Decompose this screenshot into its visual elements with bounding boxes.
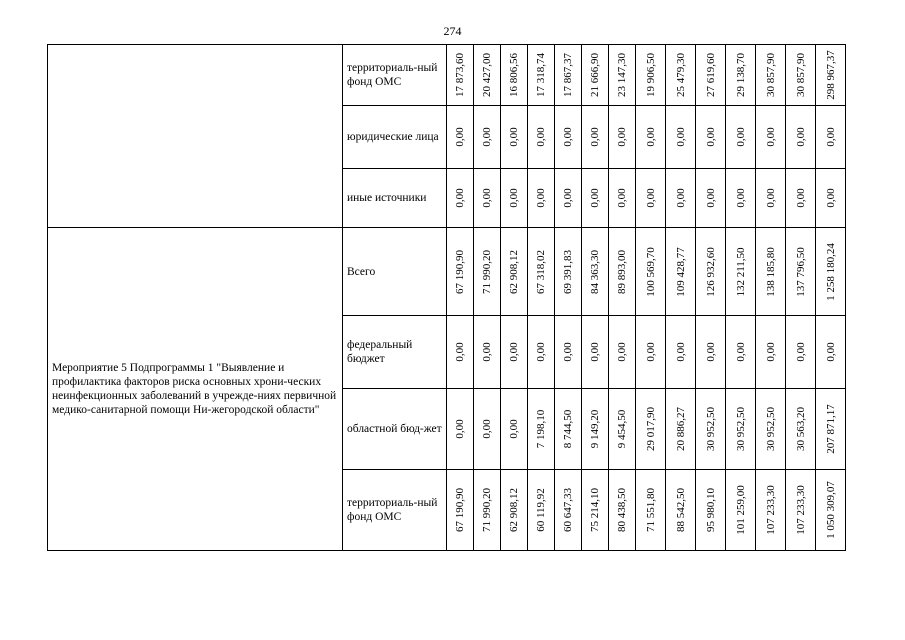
value-text: 30 952,50 (704, 407, 717, 451)
value-text: 16 806,56 (508, 53, 520, 97)
value-text: 30 563,20 (794, 407, 807, 451)
value-cell (447, 106, 474, 169)
value-cell (609, 45, 636, 106)
value-cell (474, 470, 501, 551)
value-text: 67 190,90 (454, 488, 466, 532)
value-text: 0,00 (704, 342, 717, 362)
value-text: 0,00 (734, 127, 747, 147)
value-cell (816, 389, 846, 470)
value-cell (474, 106, 501, 169)
value-cell (756, 106, 786, 169)
value-cell (501, 169, 528, 228)
value-cell (756, 389, 786, 470)
value-cell (816, 169, 846, 228)
value-text: 27 619,60 (704, 53, 717, 97)
value-cell (555, 106, 582, 169)
value-text: 8 744,50 (562, 409, 574, 449)
value-cell (756, 316, 786, 389)
value-cell (555, 169, 582, 228)
value-text: 25 479,30 (674, 53, 687, 97)
value-cell (816, 228, 846, 316)
value-cell (816, 106, 846, 169)
value-text: 0,00 (508, 127, 520, 147)
value-cell (474, 228, 501, 316)
value-text: 0,00 (454, 419, 466, 439)
value-cell (528, 470, 555, 551)
value-text: 0,00 (535, 342, 547, 362)
value-cell (609, 470, 636, 551)
value-cell (474, 45, 501, 106)
value-cell (786, 228, 816, 316)
value-cell (447, 228, 474, 316)
funding-source-label: федеральный бюджет (343, 316, 447, 389)
value-text: 207 871,17 (824, 404, 837, 454)
table-row (48, 45, 846, 106)
value-cell (666, 470, 696, 551)
value-cell (501, 470, 528, 551)
value-cell (474, 169, 501, 228)
value-cell (582, 169, 609, 228)
value-text: 30 857,90 (794, 53, 807, 97)
value-text: 20 427,00 (481, 53, 493, 97)
value-cell (726, 169, 756, 228)
budget-table (47, 44, 846, 551)
funding-source-label: областной бюд-жет (343, 389, 447, 470)
value-cell (666, 316, 696, 389)
value-text: 0,00 (589, 342, 601, 362)
value-cell (696, 169, 726, 228)
value-cell (816, 45, 846, 106)
value-text: 0,00 (481, 419, 493, 439)
value-text: 126 932,60 (704, 246, 717, 297)
value-text: 88 542,50 (674, 488, 687, 532)
funding-source-label: Всего (343, 228, 447, 316)
value-cell (636, 169, 666, 228)
value-text: 60 647,33 (562, 488, 574, 532)
value-text: 30 952,50 (734, 407, 747, 451)
value-text: 19 906,50 (644, 53, 657, 97)
value-cell (636, 106, 666, 169)
value-cell (447, 470, 474, 551)
value-text: 0,00 (704, 188, 717, 208)
value-cell (786, 45, 816, 106)
value-cell (555, 316, 582, 389)
value-text: 0,00 (454, 188, 466, 208)
value-text: 107 233,30 (764, 485, 777, 535)
value-text: 0,00 (616, 188, 628, 208)
funding-source-label: территориаль-ный фонд ОМС (343, 470, 447, 551)
value-text: 0,00 (824, 188, 837, 208)
value-cell (555, 389, 582, 470)
value-text: 9 149,20 (589, 409, 601, 449)
value-text: 17 318,74 (535, 53, 547, 97)
value-text: 71 551,80 (644, 488, 657, 532)
value-cell (666, 389, 696, 470)
value-text: 0,00 (454, 342, 466, 362)
value-text: 71 990,20 (481, 249, 493, 294)
value-cell (786, 470, 816, 551)
value-cell (582, 389, 609, 470)
value-text: 0,00 (616, 127, 628, 147)
value-cell (636, 389, 666, 470)
value-text: 0,00 (454, 127, 466, 147)
value-text: 23 147,30 (616, 53, 628, 97)
page-number: 274 (443, 24, 462, 38)
value-cell (816, 470, 846, 551)
value-cell (726, 470, 756, 551)
event-name-cell (48, 45, 343, 228)
value-text: 69 391,83 (562, 249, 574, 294)
value-cell (528, 169, 555, 228)
value-cell (582, 316, 609, 389)
value-cell (582, 470, 609, 551)
value-text: 67 190,90 (454, 249, 466, 294)
value-text: 0,00 (589, 127, 601, 147)
value-text: 0,00 (562, 127, 574, 147)
value-cell (555, 470, 582, 551)
value-text: 0,00 (764, 188, 777, 208)
value-cell (528, 389, 555, 470)
event-name-cell: Мероприятие 5 Подпрограммы 1 "Выявление и профилактика факторов риска основных хрони-ческих неинфекционных заболеваний в учрежде-ниях первичной медико-санитарной помощи Ни-жегородской области" (48, 228, 343, 551)
value-cell (636, 45, 666, 106)
value-text: 29 017,90 (644, 407, 657, 451)
value-cell (726, 389, 756, 470)
value-text: 0,00 (734, 188, 747, 208)
value-cell (636, 316, 666, 389)
value-text: 0,00 (535, 188, 547, 208)
value-cell (501, 316, 528, 389)
value-cell (609, 106, 636, 169)
value-cell (636, 470, 666, 551)
value-text: 84 363,30 (589, 249, 601, 294)
value-text: 0,00 (644, 127, 657, 147)
value-text: 7 198,10 (535, 409, 547, 449)
value-text: 0,00 (674, 188, 687, 208)
value-cell (609, 228, 636, 316)
value-cell (696, 470, 726, 551)
value-cell (786, 106, 816, 169)
value-text: 0,00 (481, 127, 493, 147)
value-cell (786, 169, 816, 228)
value-text: 1 050 309,07 (824, 481, 837, 539)
value-cell (609, 316, 636, 389)
value-text: 0,00 (562, 188, 574, 208)
value-cell (696, 106, 726, 169)
value-text: 298 967,37 (824, 50, 837, 100)
value-cell (582, 106, 609, 169)
funding-source-label: территориаль-ный фонд ОМС (343, 45, 447, 106)
value-text: 60 119,92 (535, 488, 547, 532)
value-text: 30 857,90 (764, 53, 777, 97)
value-cell (756, 228, 786, 316)
value-cell (447, 45, 474, 106)
value-cell (555, 45, 582, 106)
value-text: 20 886,27 (674, 407, 687, 451)
value-cell (528, 106, 555, 169)
funding-source-label: юридические лица (343, 106, 447, 169)
value-cell (786, 316, 816, 389)
value-text: 1 258 180,24 (824, 242, 837, 301)
value-cell (582, 228, 609, 316)
funding-source-label: иные источники (343, 169, 447, 228)
value-text: 17 873,60 (454, 53, 466, 97)
value-cell (609, 169, 636, 228)
value-cell (447, 316, 474, 389)
value-cell (474, 389, 501, 470)
value-cell (555, 228, 582, 316)
value-text: 0,00 (794, 188, 807, 208)
value-text: 0,00 (562, 342, 574, 362)
value-text: 30 952,50 (764, 407, 777, 451)
value-text: 0,00 (734, 342, 747, 362)
value-cell (528, 316, 555, 389)
value-text: 62 908,12 (508, 488, 520, 532)
value-text: 0,00 (824, 127, 837, 147)
value-text: 0,00 (508, 419, 520, 439)
value-cell (756, 470, 786, 551)
value-cell (666, 45, 696, 106)
value-cell (501, 106, 528, 169)
value-text: 0,00 (481, 188, 493, 208)
value-cell (816, 316, 846, 389)
value-cell (756, 169, 786, 228)
value-text: 89 893,00 (616, 249, 628, 294)
value-cell (666, 106, 696, 169)
value-cell (528, 228, 555, 316)
value-cell (666, 169, 696, 228)
value-cell (501, 228, 528, 316)
value-text: 67 318,02 (535, 249, 547, 294)
value-text: 107 233,30 (794, 485, 807, 535)
value-cell (726, 106, 756, 169)
value-cell (756, 45, 786, 106)
value-text: 0,00 (481, 342, 493, 362)
value-text: 0,00 (764, 127, 777, 147)
value-cell (696, 45, 726, 106)
value-text: 138 185,80 (764, 246, 777, 297)
value-cell (501, 389, 528, 470)
value-cell (726, 316, 756, 389)
value-text: 0,00 (616, 342, 628, 362)
value-text: 0,00 (644, 188, 657, 208)
value-text: 137 796,50 (794, 246, 807, 297)
value-text: 0,00 (794, 342, 807, 362)
value-text: 71 990,20 (481, 488, 493, 532)
value-cell (696, 316, 726, 389)
value-text: 29 138,70 (734, 53, 747, 97)
value-text: 0,00 (508, 188, 520, 208)
value-text: 0,00 (508, 342, 520, 362)
value-text: 80 438,50 (616, 488, 628, 532)
value-cell (447, 389, 474, 470)
value-cell (696, 228, 726, 316)
value-cell (528, 45, 555, 106)
value-text: 21 666,90 (589, 53, 601, 97)
value-cell (786, 389, 816, 470)
value-cell (726, 228, 756, 316)
value-cell (501, 45, 528, 106)
value-text: 0,00 (674, 127, 687, 147)
value-cell (726, 45, 756, 106)
table-row (48, 228, 846, 316)
value-text: 75 214,10 (589, 488, 601, 532)
value-text: 95 980,10 (704, 488, 717, 532)
value-text: 0,00 (704, 127, 717, 147)
value-cell (609, 389, 636, 470)
value-cell (447, 169, 474, 228)
value-text: 132 211,50 (734, 246, 747, 297)
value-text: 100 569,70 (644, 246, 657, 297)
value-text: 109 428,77 (674, 246, 687, 297)
value-text: 17 867,37 (562, 53, 574, 97)
value-text: 0,00 (644, 342, 657, 362)
value-text: 0,00 (764, 342, 777, 362)
value-text: 101 259,00 (734, 485, 747, 535)
value-text: 0,00 (589, 188, 601, 208)
value-text: 0,00 (535, 127, 547, 147)
value-text: 0,00 (674, 342, 687, 362)
value-text: 62 908,12 (508, 249, 520, 294)
value-cell (696, 389, 726, 470)
value-cell (474, 316, 501, 389)
value-cell (582, 45, 609, 106)
value-cell (636, 228, 666, 316)
value-cell (666, 228, 696, 316)
value-text: 0,00 (824, 342, 837, 362)
value-text: 0,00 (794, 127, 807, 147)
value-text: 9 454,50 (616, 409, 628, 449)
